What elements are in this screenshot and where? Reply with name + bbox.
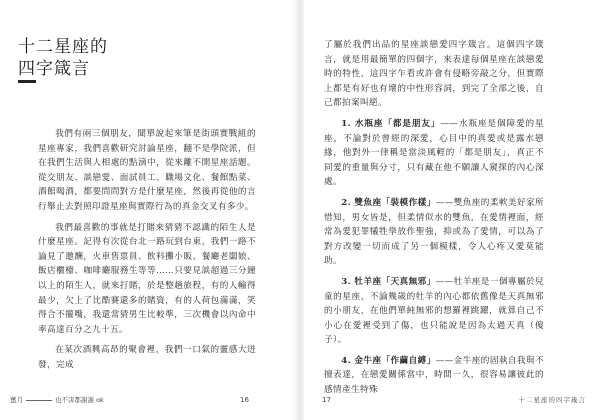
left-page-number: 16	[240, 396, 249, 404]
left-paragraph-1: 我們有兩三個朋友，聞單說起來筆是街頭實戰組的星座專家，我們喜歡研究討論星座，翻不是學院派，但在我們生活與人相處的點滴中，從來離不開星座話題。從交朋友、談戀愛、面試員工、職場文化、餐館點菜、酒館喝酒，都要問問對方是什麼星座，然後再從他的言行舉止去對照印證星座與實際行為的真金交叉有多少。	[38, 129, 256, 212]
right-page	[304, 0, 600, 420]
entry-aries-heading: 3. 牡羊座「天真無邪」	[341, 276, 436, 287]
right-footer-chapter: 十二星座的四字箴言	[518, 396, 586, 404]
entry-aquarius-heading: 1. 水瓶座「都是朋友」	[341, 118, 441, 129]
chapter-title-line-2: 四字箴言	[18, 59, 90, 79]
footer-rule	[26, 400, 52, 401]
chapter-title	[18, 36, 108, 80]
title-underline-bar	[18, 80, 36, 83]
entry-aquarius	[324, 117, 544, 190]
right-body-text	[324, 38, 544, 404]
entry-pisces	[324, 196, 544, 269]
entry-taurus	[324, 354, 544, 398]
left-paragraph-2: 我們最喜歡的事就是打賭來猜猜不認識的陌生人是什麼星座。記得有次從台北一路玩到台東，我們一路不論見了邀酬，火車售票員、飲料攤小販、餐廳老闆娘、飯店櫃檯、咖啡廳服務生等等……只要見談超過三分鐘以上的陌生人，就來打賭，於是整趟旅程，有的人輸得最少，欠上了比酷賽還多的賭資，有的人荷包滿滿，笑得合不攏嘴，我還常猜男生比較準，三次機會以內命中率高達百分之九十五。	[38, 222, 256, 335]
entry-aries	[324, 275, 544, 348]
entry-taurus-text: ——金牛座的固執自我與不擅表達，在戀愛關係當中，時間一久，很容易讓彼此的感情產生特殊	[324, 355, 544, 396]
footer-book-title: 也不害都謝謝 ok	[55, 396, 104, 404]
right-page-number: 17	[322, 396, 331, 404]
chapter-title-line-1: 十二星座的	[18, 37, 108, 57]
left-body-text	[38, 127, 256, 379]
entry-pisces-text: ——雙魚座的柔軟美好家所惜知，男女皆是，但柔情似水的雙魚，在愛情裡面，經常為愛犯罪犧牲學放作聖強，抑或為了愛情，可以為了對方改變一切而成了另一個模樣，令人心疼又愛莫能助。	[324, 197, 544, 267]
footer-series: 薑月	[10, 396, 23, 404]
left-page	[0, 0, 296, 420]
entry-taurus-heading: 4. 金牛座「作繭自縛」	[341, 355, 436, 366]
entry-pisces-heading: 2. 雙魚座「裝模作樣」	[341, 197, 436, 208]
entry-aries-text: ——牡羊座是一個專屬於兒童的星座，不論幾歲的牡羊的內心都依舊像是天真無邪的小朋友，在他們單純無邪的想羅裡跳躍，就算自己不小心在愛裡受到了傷，也只能說是因為太過天真（傻子）。	[324, 276, 544, 346]
left-paragraph-3: 在某次酒興高昂的聚會裡，我們一口氣的靈感大迸發，完成	[38, 345, 256, 370]
entry-aquarius-text: ——水瓶座是個障愛的星座，不論對於曾經的深愛，心目中的真愛或是露水戀緣，他對外一律稱是當淡風輕的「都是朋友」，真正不同愛的重量與分寸，只有藏在他不願讓人窺探的內心深處。	[324, 118, 544, 188]
right-intro-paragraph: 了屬於我們出品的星座談戀愛四字箴言。這個四字箴言，就是用最簡單的四個字，來表達每個星座在談戀愛時的特性，這四字乍看或許會有侵略旁敲之分，但實際上都是有好也有壞的中性形容詞，到完了全部之後，自己都拍案叫絕。	[324, 40, 544, 109]
left-footer	[10, 395, 104, 404]
